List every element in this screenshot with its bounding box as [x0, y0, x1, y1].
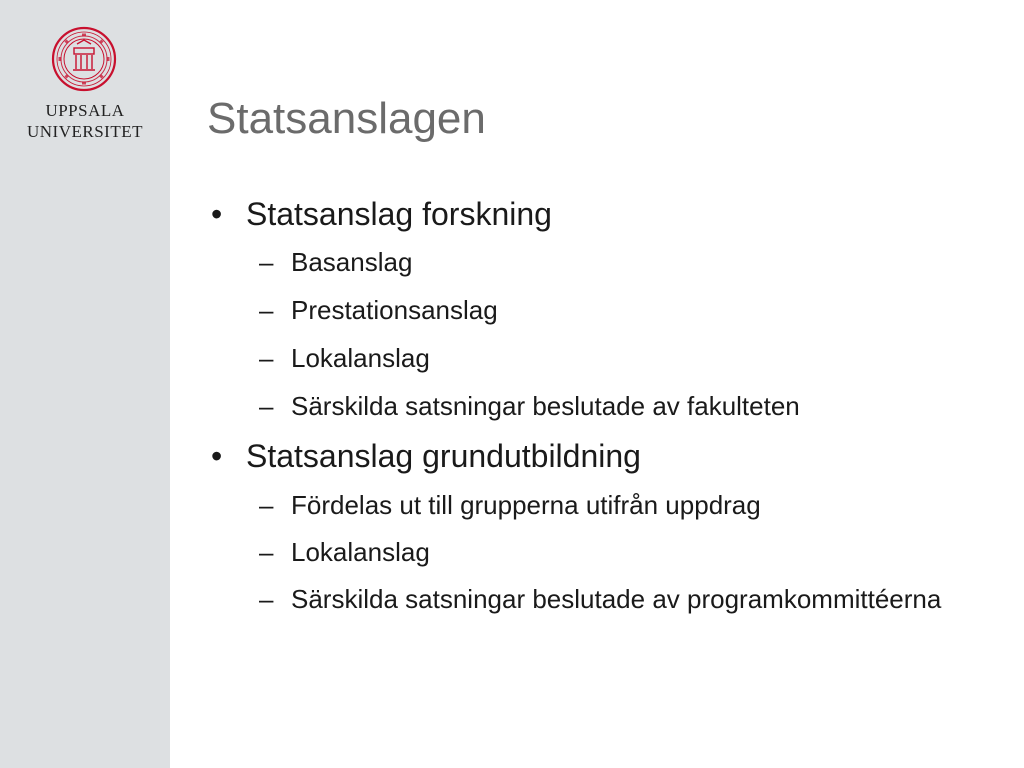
slide-title: Statsanslagen: [207, 94, 486, 143]
dash-marker: –: [259, 247, 274, 277]
dash-marker: –: [259, 490, 274, 520]
sidebar: [0, 0, 170, 768]
subitem-text: Fördelas ut till grupperna utifrån uppdrag: [291, 490, 761, 520]
section-education: [207, 436, 997, 617]
dash-marker: –: [259, 584, 274, 614]
bullet-marker: •: [211, 196, 223, 232]
bullet-heading-text: Statsanslag grundutbildning: [246, 438, 641, 474]
university-name-line1: UPPSALA: [45, 101, 125, 120]
subitem: [207, 487, 997, 523]
subitem-list: [207, 244, 997, 424]
subitem-text: Särskilda satsningar beslutade av fakulteten: [291, 391, 800, 421]
subitem-text: Prestationsanslag: [291, 295, 498, 325]
slide-content: [207, 194, 997, 628]
subitem-text: Basanslag: [291, 247, 413, 277]
subitem: [207, 581, 997, 617]
dash-marker: –: [259, 295, 274, 325]
bullet-heading-text: Statsanslag forskning: [246, 196, 552, 232]
bullet-heading: [207, 436, 997, 476]
subitem-list: [207, 487, 997, 617]
section-research: [207, 194, 997, 424]
subitem: [207, 340, 997, 376]
bullet-marker: •: [211, 438, 223, 474]
bullet-heading: [207, 194, 997, 234]
dash-marker: –: [259, 343, 274, 373]
subitem: [207, 388, 997, 424]
subitem: [207, 292, 997, 328]
subitem: [207, 244, 997, 280]
dash-marker: –: [259, 537, 274, 567]
subitem-text: Särskilda satsningar beslutade av programkommittéerna: [291, 584, 942, 614]
subitem-text: Lokalanslag: [291, 537, 430, 567]
dash-marker: –: [259, 391, 274, 421]
subitem: [207, 534, 997, 570]
subitem-text: Lokalanslag: [291, 343, 430, 373]
university-name-line2: UNIVERSITET: [27, 122, 143, 141]
university-seal-logo: [51, 26, 117, 92]
